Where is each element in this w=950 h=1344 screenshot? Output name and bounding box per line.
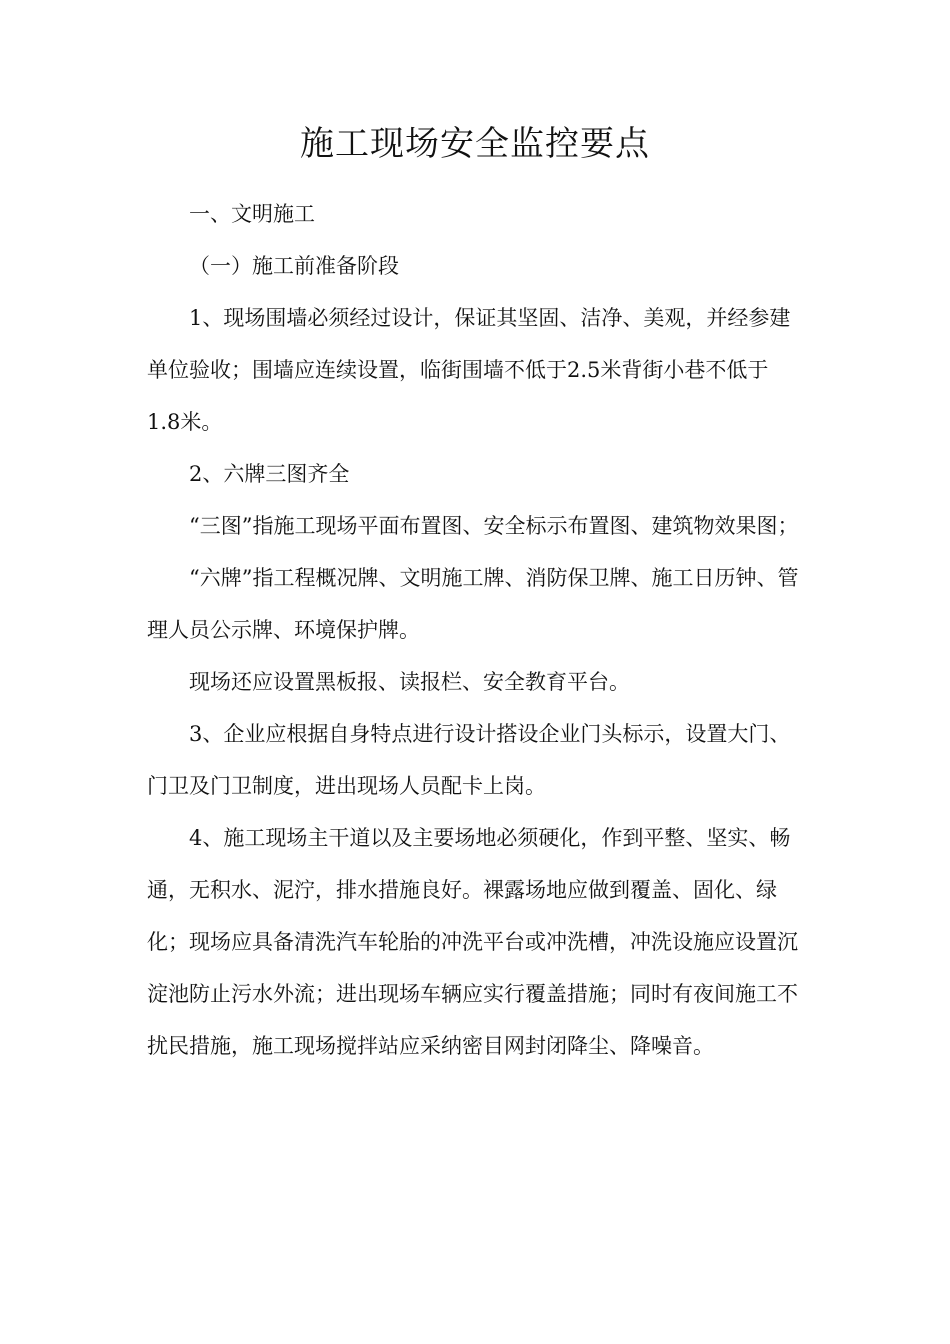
document-title: 施工现场安全监控要点 (300, 124, 650, 164)
item-3-paragraph: 3、企业应根据自身特点进行设计搭设企业门头标示，设置大门、门卫及门卫制度，进出现场人员配卡上岗。 (147, 722, 791, 798)
six-boards-paragraph: “六牌”指工程概况牌、文明施工牌、消防保卫牌、施工日历钟、管理人员公示牌、环境保护牌。 (147, 566, 799, 642)
subsection-heading: （一）施工前准备阶段 (189, 254, 399, 278)
document-body (147, 188, 799, 1072)
item-4-paragraph: 4、施工现场主干道以及主要场地必须硬化，作到平整、坚实、畅通，无积水、泥泞，排水措施良好。裸露场地应做到覆盖、固化、绿化；现场应具备清洗汽车轮胎的冲洗平台或冲洗槽，冲洗设施应设置沉淀池防止污水外流；进出现场车辆应实行覆盖措施；同时有夜间施工不扰民措施，施工现场搅拌站应采纳密目网封闭降尘、降噪音。 (147, 826, 798, 1058)
section-heading: 一、文明施工 (189, 202, 315, 226)
item-1-paragraph: 1、现场围墙必须经过设计，保证其坚固、洁净、美观，并经参建单位验收；围墙应连续设置，临街围墙不低于2.5米背街小巷不低于1.8米。 (147, 306, 791, 434)
additional-facilities-paragraph: 现场还应设置黑板报、读报栏、安全教育平台。 (189, 670, 630, 694)
three-diagrams-paragraph: “三图”指施工现场平面布置图、安全标示布置图、建筑物效果图； (189, 514, 799, 538)
item-2-heading: 2、六牌三图齐全 (189, 462, 350, 486)
